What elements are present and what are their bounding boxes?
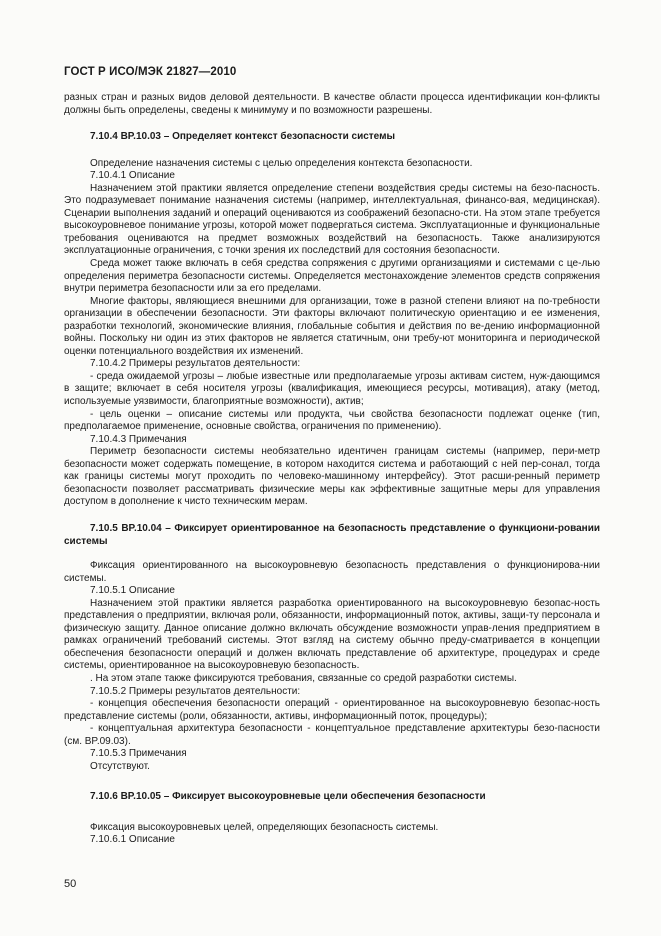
list-item: - среда ожидаемой угрозы – любые известные или предполагаемые угрозы активам систем, нуж-дающимся в защите; включает в себя носителя угрозы (квалификация, имеющиеся ресурсы, мотивация), атаку (метод, используемые уязвимости, благоприятные возможности), актив; bbox=[64, 370, 600, 408]
list-item: - цель оценки – описание системы или продукта, чьи свойства безопасности подлежат оценке (тип, предполагаемое применение, основные свойства, ограничения по применению). bbox=[64, 408, 600, 433]
paragraph: Определение назначения системы с целью определения контекста безопасности. bbox=[90, 157, 473, 169]
paragraph: . На этом этапе также фиксируются требования, связанные со средой разработки системы. bbox=[90, 672, 517, 684]
paragraph: Назначением этой практики является разработка ориентированного на высокоуровневую безопас-ность представления о предприятии, включая роли, обязанности, информационный поток, активы, защи-ту персонала и физическую защиту. Данное описание должно включать обсуждение возможности управ-ления предприятием в рамках ограничений требований системы. Этот взгляд на систему обычно преду-сматривается в концепции обеспечения безопасности операций и должен включать представление об архитектуре, процедурах и среде системы, ориентированное на высокоуровневую безопасность. bbox=[64, 597, 600, 672]
paragraph: Среда может также включать в себя средства сопряжения с другими организациями и системами с це-лью определения периметра безопасности системы. Определяется местонахождение элементов средств сопряжения внутри периметра безопасности или за его пределами. bbox=[64, 258, 600, 295]
section-heading: 7.10.6 BP.10.05 – Фиксирует высокоуровневые цели обеспечения безопасности bbox=[90, 791, 486, 803]
document-header: ГОСТ Р ИСО/МЭК 21827—2010 bbox=[64, 66, 237, 78]
section-heading: 7.10.5 BP.10.04 – Фиксирует ориентированное на безопасность представление о функциони-ровании системы bbox=[64, 522, 600, 547]
paragraph: Фиксация высокоуровневых целей, определяющих безопасность системы. bbox=[90, 821, 439, 833]
subsection-heading: 7.10.4.3 Примечания bbox=[90, 433, 187, 445]
subsection-heading: 7.10.5.1 Описание bbox=[90, 585, 175, 597]
document-body bbox=[64, 92, 600, 847]
subsection-heading: 7.10.6.1 Описание bbox=[90, 834, 175, 846]
section-heading: 7.10.4 BP.10.03 – Определяет контекст безопасности системы bbox=[90, 131, 396, 143]
subsection-heading: 7.10.4.1 Описание bbox=[90, 170, 175, 182]
paragraph: разных стран и разных видов деловой деятельности. В качестве области процесса идентификации кон-фликты должны быть определены, сведены к минимуму и по возможности разрешены. bbox=[64, 92, 600, 116]
page-number: 50 bbox=[64, 878, 77, 890]
list-item: - концептуальная архитектура безопасности - концептуальное представление архитектуры безо-пасности (см. BP.09.03). bbox=[64, 723, 600, 747]
list-item: - концепция обеспечения безопасности операций - ориентированное на высокоуровневую безопас-ность представление системы (роли, обязанности, активы, информационный поток, процедуры); bbox=[64, 698, 600, 722]
subsection-heading: 7.10.4.2 Примеры результатов деятельности: bbox=[90, 358, 301, 370]
paragraph: Многие факторы, являющиеся внешними для организации, тоже в разной степени влияют на по-требности организации в обеспечении безопасности. Эти факторы включают политическую ориентацию и ее изменения, разработки технологий, экономические влияния, глобальные события и действия по ве-дению информационной войны. Поскольку ни один из этих факторов не является статичным, они требу-ют мониторинга и периодической оценки потенциального воздействия их изменений. bbox=[64, 295, 600, 357]
subsection-heading: 7.10.5.2 Примеры результатов деятельности: bbox=[90, 685, 301, 697]
paragraph: Фиксация ориентированного на высокоуровневую безопасность представления о функционирова-нии системы. bbox=[64, 560, 600, 584]
paragraph: Отсутствуют. bbox=[90, 760, 150, 772]
subsection-heading: 7.10.5.3 Примечания bbox=[90, 748, 187, 760]
paragraph: Периметр безопасности системы необязательно идентичен границам системы (например, пери-метр безопасности может содержать помещение, в котором находится система и работающий с ней пер-сонал, тогда как границы системы могут проходить по человеко-машинному интерфейсу). Этот расши-ренный периметр безопасности позволяет рассматривать физические меры как эффективные защитные меры для управления доступом в дополнение к чисто техническим мерам. bbox=[64, 446, 600, 508]
paragraph: Назначением этой практики является определение степени воздействия среды системы на безо-пасность. Это подразумевает понимание назначения системы (например, интеллектуальная, финансо-вая, медицинская). Сценарии выполнения заданий и операций оцениваются из соображений безопасно-сти. На этом этапе требуется высокоуровневое понимание угрозы, которой может подвергаться система. Эксплуатационные и функциональные требования оцениваются на предмет возможных воздействий на безопасность. Также анализируются эксплуатационные ограничения, с точки зрения их последствий для состояния безопасности. bbox=[64, 182, 600, 257]
